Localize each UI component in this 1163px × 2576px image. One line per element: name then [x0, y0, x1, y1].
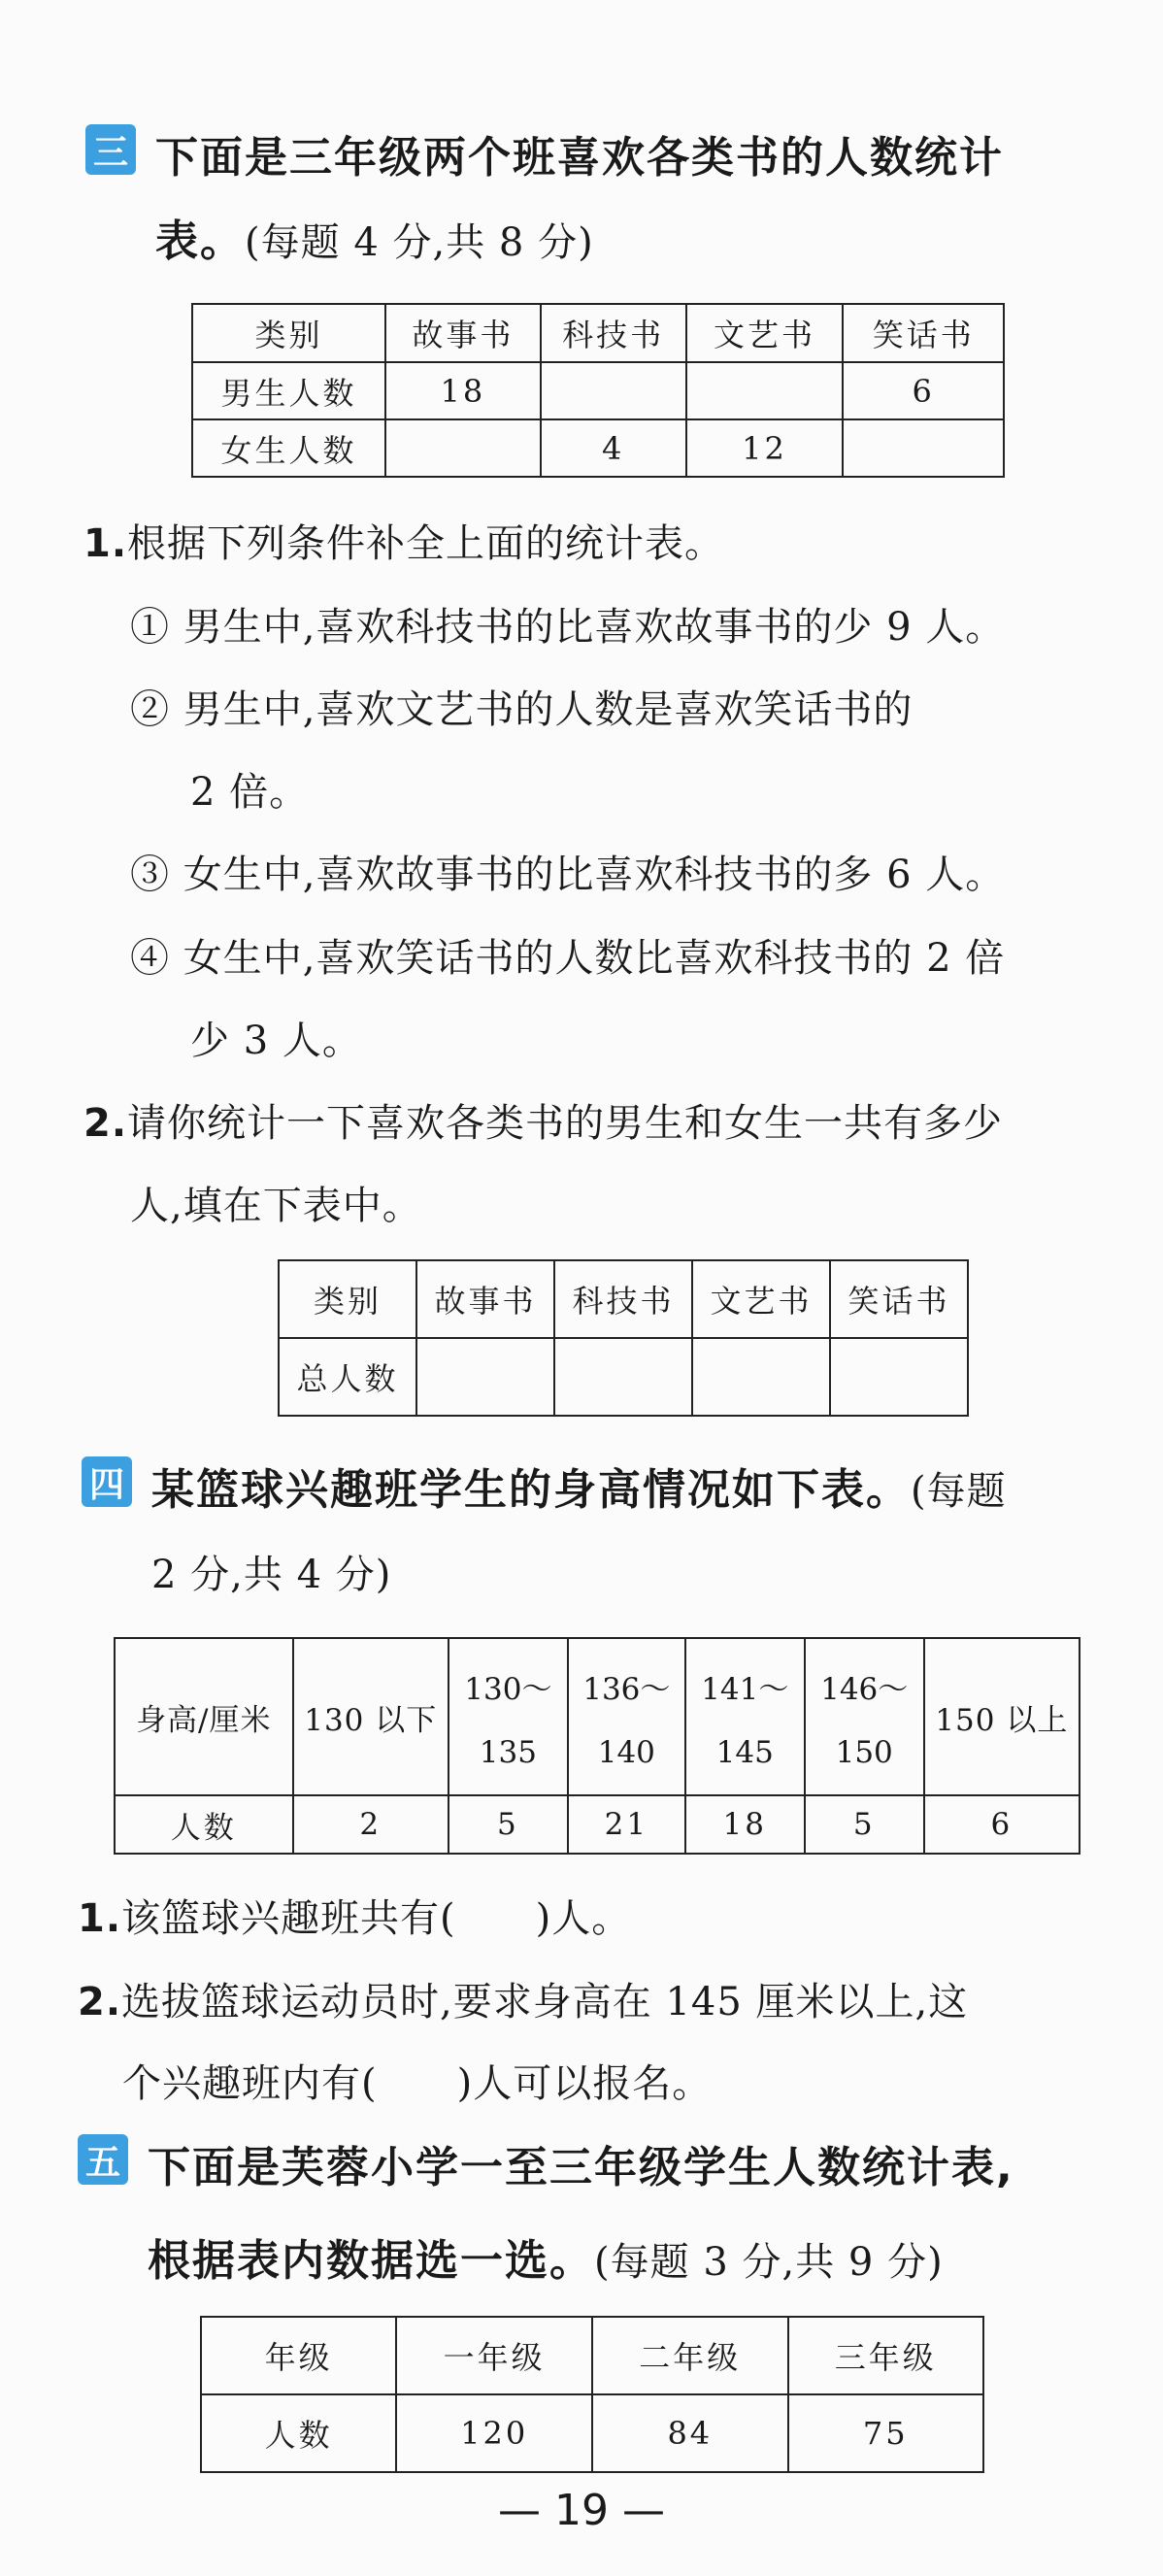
table-cell: 5: [805, 1795, 924, 1854]
table-cell-blank[interactable]: [541, 362, 686, 419]
section-4-title-line2: 2 分,共 4 分): [151, 1553, 392, 1597]
height-range-top: 136～: [582, 1671, 671, 1707]
question-text: 根据下列条件补全上面的统计表。: [127, 521, 725, 566]
question-4-2-cont: 个兴趣班内有( )人可以报名。: [122, 2061, 713, 2106]
table-cell: 6: [924, 1795, 1080, 1854]
table-cell-blank[interactable]: [416, 1338, 554, 1416]
height-range-bottom: 145: [715, 1734, 774, 1770]
height-range-top: 150 以上: [935, 1702, 1069, 1738]
height-range-bottom: 150: [835, 1734, 893, 1770]
table-header-cell: 类别: [192, 304, 385, 362]
height-range-top: 130～: [464, 1671, 552, 1707]
question-text: 选拔篮球运动员时,要求身高在 145 厘米以上,这: [121, 1980, 969, 2024]
table-cell-blank[interactable]: [385, 419, 541, 477]
table-header-cell: 一年级: [396, 2317, 592, 2394]
table-header-cell: 类别: [279, 1260, 416, 1338]
section-5-score-note: (每题 3 分,共 9 分): [594, 2240, 944, 2285]
height-range-bottom: 135: [479, 1734, 537, 1770]
table-cell-blank[interactable]: [843, 419, 1004, 477]
table-cell-blank[interactable]: [554, 1338, 692, 1416]
section-3-title-line2: [155, 206, 594, 268]
table-header-cell: 文艺书: [686, 304, 844, 362]
table-header-cell: 科技书: [554, 1260, 692, 1338]
height-range-cell: [924, 1638, 1080, 1795]
section-3-title-line1: 下面是三年级两个班喜欢各类书的人数统计: [155, 133, 1004, 183]
question-number: 2.: [78, 1980, 122, 2024]
condition-2-cont: 2 倍。: [190, 770, 310, 815]
table-cell-blank[interactable]: [686, 362, 844, 419]
question-text: 该篮球兴趣班共有( )人。: [121, 1896, 632, 1941]
question-text: 请你统计一下喜欢各类书的男生和女生一共有多少: [127, 1101, 1004, 1146]
table-cell-blank[interactable]: [830, 1338, 968, 1416]
section-4-score-note: (每题: [911, 1469, 1007, 1514]
height-range-cell: [293, 1638, 449, 1795]
height-range-cell: [568, 1638, 685, 1795]
question-4-1: [78, 1888, 631, 1943]
condition-1: ① 男生中,喜欢科技书的比喜欢故事书的少 9 人。: [130, 605, 1006, 650]
table-cell: 4: [541, 419, 686, 477]
table-cell-blank[interactable]: [692, 1338, 830, 1416]
height-range-top: 146～: [820, 1671, 909, 1707]
table-header-cell: 身高/厘米: [115, 1638, 293, 1795]
table-cell: 5: [449, 1795, 568, 1854]
table-cell: 75: [788, 2394, 983, 2472]
table-row-label: 人数: [201, 2394, 396, 2472]
height-range-top: 130 以下: [304, 1702, 438, 1738]
question-3-2: [83, 1092, 1003, 1148]
table-header-cell: 年级: [201, 2317, 396, 2394]
table-row-label: 男生人数: [192, 362, 385, 419]
section-5-title-line1: 下面是芙蓉小学一至三年级学生人数统计表,: [148, 2143, 1014, 2192]
section-4-title-line1: [151, 1455, 1007, 1517]
height-distribution-table: [114, 1637, 1080, 1855]
section-5-badge: 五: [78, 2134, 128, 2185]
question-4-2: [78, 1971, 968, 2026]
student-count-table: [200, 2316, 984, 2473]
table-header-cell: 三年级: [788, 2317, 983, 2394]
table-header-cell: 笑话书: [843, 304, 1004, 362]
table-cell: 2: [293, 1795, 449, 1854]
table-cell: 120: [396, 2394, 592, 2472]
height-range-cell: [449, 1638, 568, 1795]
section-3-badge: 三: [85, 124, 136, 175]
table-cell: 84: [592, 2394, 787, 2472]
table-cell: 6: [843, 362, 1004, 419]
height-range-cell: [805, 1638, 924, 1795]
question-3-2-cont: 人,填在下表中。: [130, 1184, 422, 1228]
condition-4-cont: 少 3 人。: [190, 1019, 362, 1063]
height-range-top: 141～: [701, 1671, 789, 1707]
section-3-title-line2-a: 表。: [155, 217, 245, 266]
condition-3: ③ 女生中,喜欢故事书的比喜欢科技书的多 6 人。: [130, 853, 1006, 897]
table-cell: 18: [685, 1795, 805, 1854]
table-row-label: 总人数: [279, 1338, 416, 1416]
page-number: — 19 —: [498, 2486, 665, 2535]
section-4-title-text: 某篮球兴趣班学生的身高情况如下表。: [151, 1465, 911, 1515]
table-row-label: 女生人数: [192, 419, 385, 477]
table-header-cell: 笑话书: [830, 1260, 968, 1338]
condition-2: ② 男生中,喜欢文艺书的人数是喜欢笑话书的: [130, 687, 914, 732]
table-cell: 21: [568, 1795, 685, 1854]
section-5-title-line2-a: 根据表内数据选一选。: [148, 2236, 594, 2286]
total-readers-table: [278, 1259, 969, 1417]
question-number: 2.: [83, 1101, 128, 1146]
question-number: 1.: [83, 521, 128, 566]
section-4-badge: 四: [82, 1456, 132, 1507]
section-5-title-line2: [148, 2225, 944, 2288]
question-3-1: [83, 513, 724, 568]
table-header-cell: 文艺书: [692, 1260, 830, 1338]
table-header-cell: 故事书: [416, 1260, 554, 1338]
table-header-cell: 二年级: [592, 2317, 787, 2394]
section-3-score-note: (每题 4 分,共 8 分): [245, 220, 594, 265]
table-header-cell: 科技书: [541, 304, 686, 362]
question-number: 1.: [78, 1896, 122, 1941]
table-cell: 18: [385, 362, 541, 419]
book-preference-table: [191, 303, 1005, 478]
table-row-label: 人数: [115, 1795, 293, 1854]
table-header-cell: 故事书: [385, 304, 541, 362]
condition-4: ④ 女生中,喜欢笑话书的人数比喜欢科技书的 2 倍: [130, 936, 1006, 981]
height-range-bottom: 140: [597, 1734, 655, 1770]
table-cell: 12: [686, 419, 844, 477]
height-range-cell: [685, 1638, 805, 1795]
